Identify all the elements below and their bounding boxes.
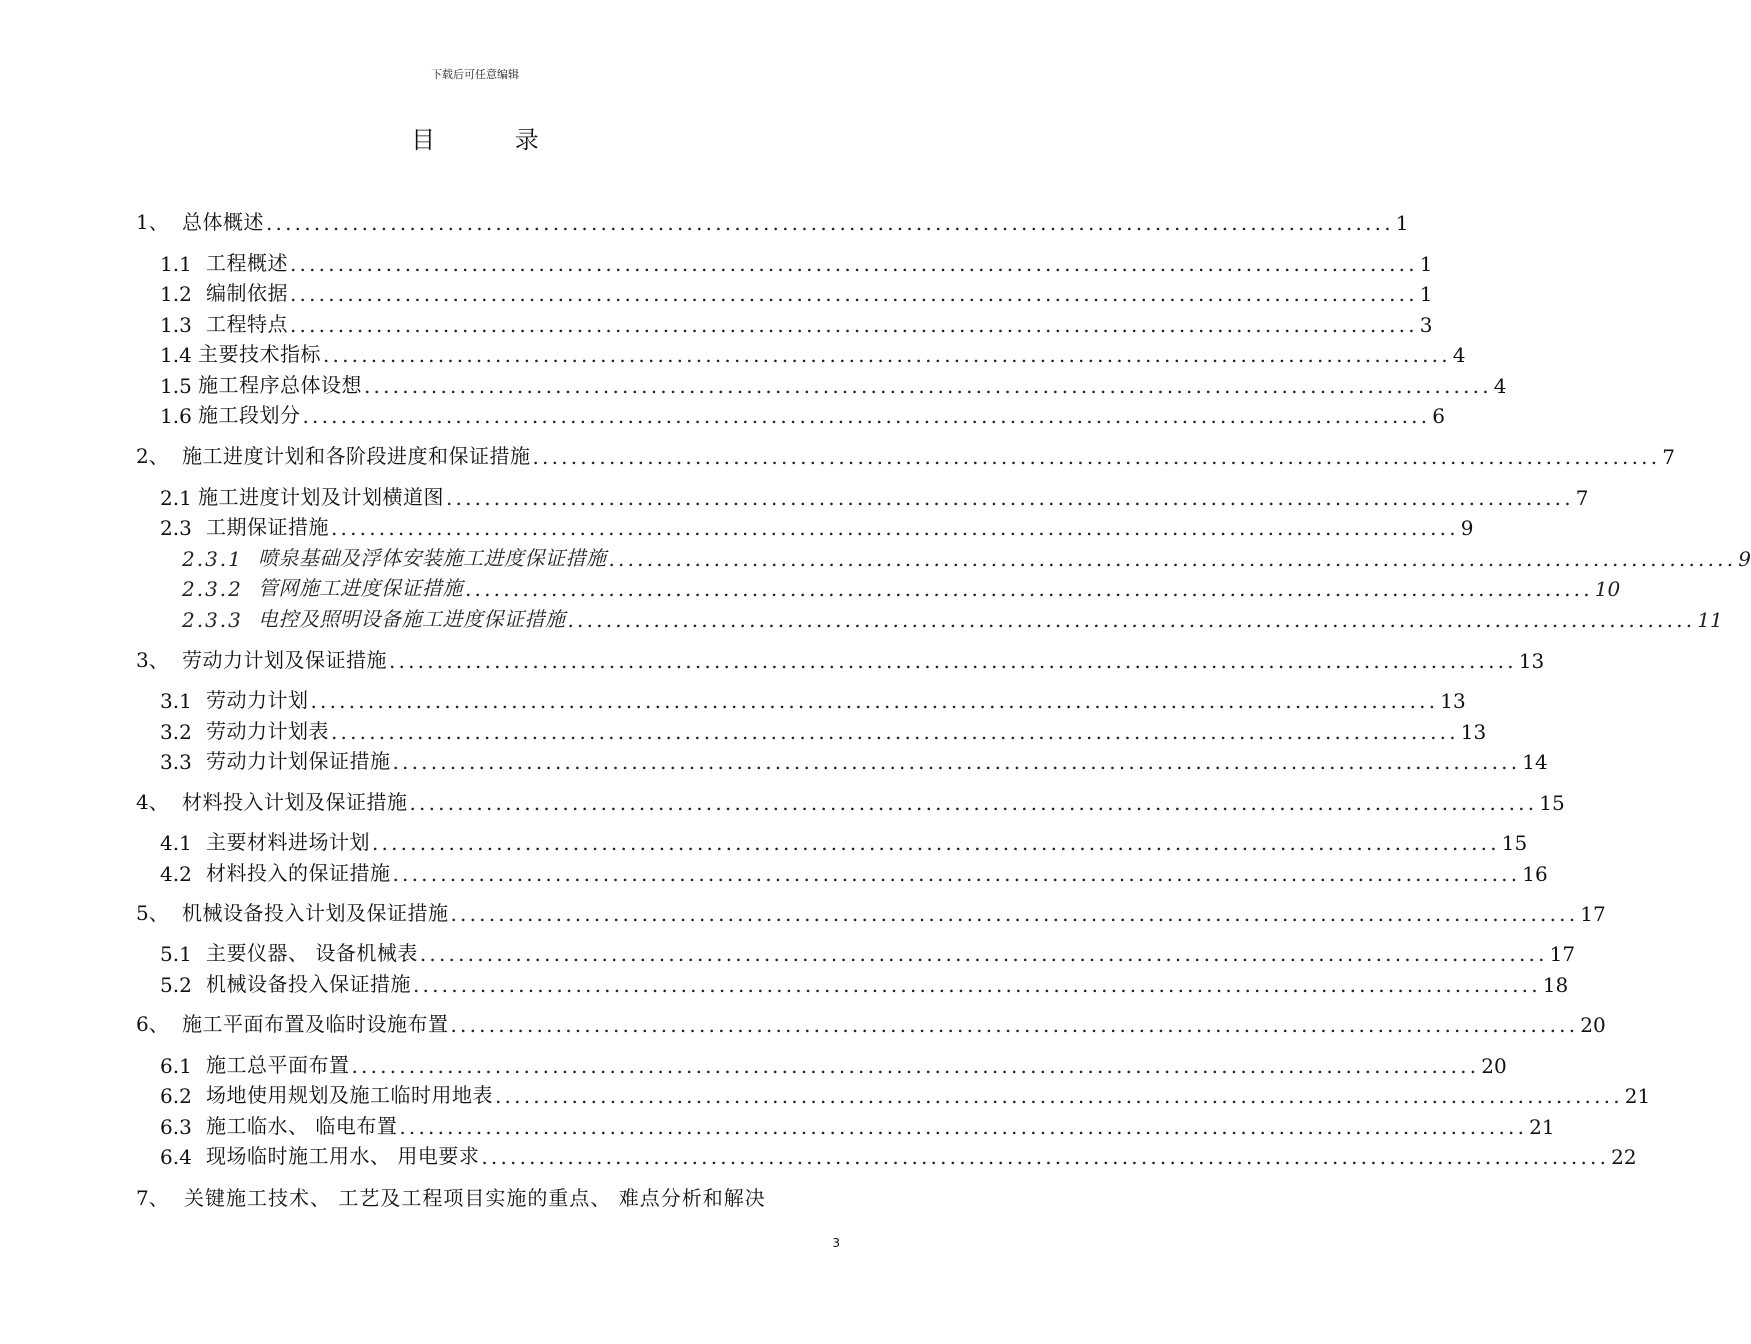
toc-number: 6.4 bbox=[160, 1145, 192, 1169]
toc-leader: ...................................................................................................................... bbox=[495, 1084, 1623, 1108]
toc-title: 施工程序总体设想 bbox=[198, 373, 362, 397]
toc-title: 主要技术指标 bbox=[198, 342, 321, 366]
toc-page: 15 bbox=[1539, 791, 1565, 815]
toc-page: 18 bbox=[1542, 973, 1569, 997]
toc-title: 工程概述 bbox=[206, 251, 288, 275]
toc-entry-4-1[interactable] bbox=[160, 825, 1528, 855]
toc-title: 材料投入的保证措施 bbox=[206, 861, 391, 885]
toc-title: 施工段划分 bbox=[198, 403, 301, 427]
toc-leader: ...................................................................................................................... bbox=[290, 252, 1418, 276]
toc-number: 6.2 bbox=[160, 1084, 192, 1108]
toc-page: 1 bbox=[1395, 211, 1409, 235]
toc-entry-3[interactable] bbox=[136, 643, 1545, 673]
toc-page: 1 bbox=[1419, 252, 1433, 276]
toc-leader: ...................................................................................................................... bbox=[364, 374, 1492, 398]
toc-title: 机械设备投入保证措施 bbox=[206, 972, 411, 996]
toc-entry-3-3[interactable] bbox=[160, 744, 1548, 774]
toc-number: 7、 bbox=[136, 1186, 169, 1210]
toc-entry-4-2[interactable] bbox=[160, 856, 1548, 886]
toc-entry-6-4[interactable] bbox=[160, 1139, 1637, 1169]
toc-leader: ...................................................................................................................... bbox=[331, 516, 1459, 540]
toc-number: 2.3.3 bbox=[182, 608, 243, 632]
toc-leader: ...................................................................................................................... bbox=[450, 902, 1579, 926]
toc-title: 编制依据 bbox=[206, 281, 288, 305]
toc-leader: ...................................................................................................................... bbox=[392, 862, 1521, 886]
toc-leader: ...................................................................................................................... bbox=[450, 1013, 1579, 1037]
toc-page: 7 bbox=[1575, 486, 1589, 510]
toc-entry-2-3-1[interactable] bbox=[182, 541, 1751, 571]
toc-entry-3-1[interactable] bbox=[160, 683, 1466, 713]
toc-number: 2.3.1 bbox=[182, 547, 243, 571]
toc-number: 3.2 bbox=[160, 720, 192, 744]
toc-number: 1.2 bbox=[160, 282, 192, 306]
toc-page: 20 bbox=[1580, 1013, 1606, 1037]
toc-page: 22 bbox=[1611, 1145, 1637, 1169]
toc-title: 施工临水、 临电布置 bbox=[206, 1114, 398, 1138]
toc-title: 主要材料进场计划 bbox=[206, 830, 370, 854]
toc-page: 4 bbox=[1452, 343, 1466, 367]
toc-entry-1-1[interactable] bbox=[160, 246, 1433, 276]
toc-entry-1-2[interactable] bbox=[160, 276, 1433, 306]
toc-page: 13 bbox=[1518, 649, 1545, 673]
toc-leader: ...................................................................................................................... bbox=[372, 831, 1500, 855]
toc-entry-5[interactable] bbox=[136, 896, 1606, 926]
toc-entry-2-3[interactable] bbox=[160, 510, 1474, 540]
toc-number: 6.1 bbox=[160, 1054, 192, 1078]
toc-entry-6[interactable] bbox=[136, 1007, 1606, 1037]
toc-entry-6-2[interactable] bbox=[160, 1078, 1651, 1108]
toc-page: 13 bbox=[1440, 689, 1466, 713]
toc-entry-2[interactable] bbox=[136, 439, 1676, 469]
toc-number: 3.3 bbox=[160, 750, 192, 774]
toc-leader: ...................................................................................................................... bbox=[290, 313, 1418, 337]
toc-number: 6.3 bbox=[160, 1115, 192, 1139]
toc-number: 1.3 bbox=[160, 313, 192, 337]
toc-leader: ...................................................................................................................... bbox=[409, 791, 1538, 815]
toc-page: 21 bbox=[1624, 1084, 1651, 1108]
toc-entry-6-1[interactable] bbox=[160, 1048, 1507, 1078]
toc-title: 劳动力计划及保证措施 bbox=[182, 648, 387, 672]
page-number: 3 bbox=[832, 1236, 840, 1250]
toc-entry-1[interactable] bbox=[136, 205, 1409, 235]
toc-number: 4、 bbox=[136, 790, 169, 814]
toc-number: 1、 bbox=[136, 210, 169, 234]
toc-title: 场地使用规划及施工临时用地表 bbox=[206, 1083, 493, 1107]
toc-number: 4.1 bbox=[160, 831, 192, 855]
toc-title: 施工平面布置及临时设施布置 bbox=[182, 1012, 449, 1036]
toc-page: 10 bbox=[1594, 577, 1621, 601]
toc-leader: ...................................................................................................................... bbox=[419, 942, 1548, 966]
toc-number: 2.3 bbox=[160, 516, 192, 540]
toc-leader: ...................................................................................................................... bbox=[331, 720, 1459, 744]
toc-entry-6-3[interactable] bbox=[160, 1109, 1555, 1139]
header-note: 下载后可任意编辑 bbox=[431, 68, 519, 81]
toc-title: 电控及照明设备施工进度保证措施 bbox=[258, 607, 566, 631]
toc-entry-3-2[interactable] bbox=[160, 714, 1487, 744]
toc-page: 6 bbox=[1432, 404, 1446, 428]
toc-title: 关键施工技术、 工艺及工程项目实施的重点、 难点分析和解决 bbox=[184, 1186, 766, 1210]
toc-page: 11 bbox=[1697, 608, 1723, 632]
toc-page: 17 bbox=[1549, 942, 1576, 966]
toc-title: 喷泉基础及浮体安装施工进度保证措施 bbox=[258, 546, 607, 570]
toc-title: 材料投入计划及保证措施 bbox=[182, 790, 408, 814]
toc-number: 5.2 bbox=[160, 973, 192, 997]
toc-title: 管网施工进度保证措施 bbox=[258, 576, 463, 600]
toc-leader: ...................................................................................................................... bbox=[608, 547, 1737, 571]
toc-leader: ...................................................................................................................... bbox=[323, 343, 1451, 367]
toc-number: 1.4 bbox=[160, 343, 192, 367]
toc-leader: ...................................................................................................................... bbox=[302, 404, 1431, 428]
toc-title: 总体概述 bbox=[182, 210, 264, 234]
toc-page: 9 bbox=[1738, 547, 1751, 571]
toc-title: 现场临时施工用水、 用电要求 bbox=[206, 1144, 480, 1168]
toc-leader: ...................................................................................................................... bbox=[481, 1145, 1610, 1169]
toc-number: 1.5 bbox=[160, 374, 192, 398]
toc-leader: ...................................................................................................................... bbox=[310, 689, 1439, 713]
toc-number: 3.1 bbox=[160, 689, 192, 713]
toc-title: 工期保证措施 bbox=[206, 515, 329, 539]
toc-entry-7[interactable] bbox=[136, 1181, 836, 1211]
toc-title: 机械设备投入计划及保证措施 bbox=[182, 901, 449, 925]
toc-entry-2-1[interactable] bbox=[160, 480, 1589, 510]
toc-title: 施工进度计划和各阶段进度和保证措施 bbox=[182, 444, 531, 468]
toc-entry-1-4[interactable] bbox=[160, 337, 1466, 367]
toc-leader: ...................................................................................................................... bbox=[389, 649, 1517, 673]
toc-leader: ...................................................................................................................... bbox=[266, 211, 1394, 235]
toc-leader: ...................................................................................................................... bbox=[567, 608, 1696, 632]
toc-leader: ...................................................................................................................... bbox=[532, 445, 1661, 469]
toc-entry-5-1[interactable] bbox=[160, 936, 1576, 966]
page-title: 目 录 bbox=[411, 126, 575, 154]
toc-number: 4.2 bbox=[160, 862, 192, 886]
toc-page: 1 bbox=[1419, 282, 1433, 306]
toc-page: 14 bbox=[1522, 750, 1548, 774]
toc-title: 劳动力计划 bbox=[206, 688, 309, 712]
toc-page: 7 bbox=[1662, 445, 1676, 469]
toc-title: 劳动力计划保证措施 bbox=[206, 749, 391, 773]
toc-page: 16 bbox=[1522, 862, 1548, 886]
toc-entry-1-3[interactable] bbox=[160, 307, 1433, 337]
toc-leader: ...................................................................................................................... bbox=[446, 486, 1574, 510]
toc-number: 1.6 bbox=[160, 404, 192, 428]
toc-number: 1.1 bbox=[160, 252, 192, 276]
toc-entry-1-6[interactable] bbox=[160, 398, 1446, 428]
toc-page: 17 bbox=[1580, 902, 1606, 926]
toc-entry-1-5[interactable] bbox=[160, 368, 1507, 398]
toc-leader: ...................................................................................................................... bbox=[351, 1054, 1480, 1078]
toc-title: 施工进度计划及计划横道图 bbox=[198, 485, 444, 509]
toc-entry-2-3-2[interactable] bbox=[182, 571, 1621, 601]
toc-leader: ...................................................................................................................... bbox=[413, 973, 1541, 997]
toc-number: 2.1 bbox=[160, 486, 192, 510]
toc-entry-2-3-3[interactable] bbox=[182, 602, 1723, 632]
toc-number: 5、 bbox=[136, 901, 169, 925]
toc-leader: ...................................................................................................................... bbox=[290, 282, 1418, 306]
toc-page: 4 bbox=[1493, 374, 1507, 398]
toc-number: 5.1 bbox=[160, 942, 192, 966]
toc-page: 3 bbox=[1419, 313, 1433, 337]
toc-leader: ...................................................................................................................... bbox=[465, 577, 1593, 601]
toc-leader: ...................................................................................................................... bbox=[399, 1115, 1528, 1139]
toc-page: 13 bbox=[1460, 720, 1487, 744]
toc-title: 劳动力计划表 bbox=[206, 719, 329, 743]
toc-page: 21 bbox=[1529, 1115, 1555, 1139]
toc-number: 2、 bbox=[136, 444, 169, 468]
toc-number: 6、 bbox=[136, 1012, 169, 1036]
toc-leader: ...................................................................................................................... bbox=[392, 750, 1521, 774]
toc-title: 主要仪器、 设备机械表 bbox=[206, 941, 418, 965]
toc-title: 工程特点 bbox=[206, 312, 288, 336]
toc-page: 20 bbox=[1481, 1054, 1507, 1078]
toc-entry-4[interactable] bbox=[136, 785, 1565, 815]
toc-page: 15 bbox=[1501, 831, 1528, 855]
toc-number: 3、 bbox=[136, 648, 169, 672]
toc-page: 9 bbox=[1460, 516, 1474, 540]
toc-number: 2.3.2 bbox=[182, 577, 243, 601]
toc-title: 施工总平面布置 bbox=[206, 1053, 350, 1077]
toc-entry-5-2[interactable] bbox=[160, 967, 1569, 997]
